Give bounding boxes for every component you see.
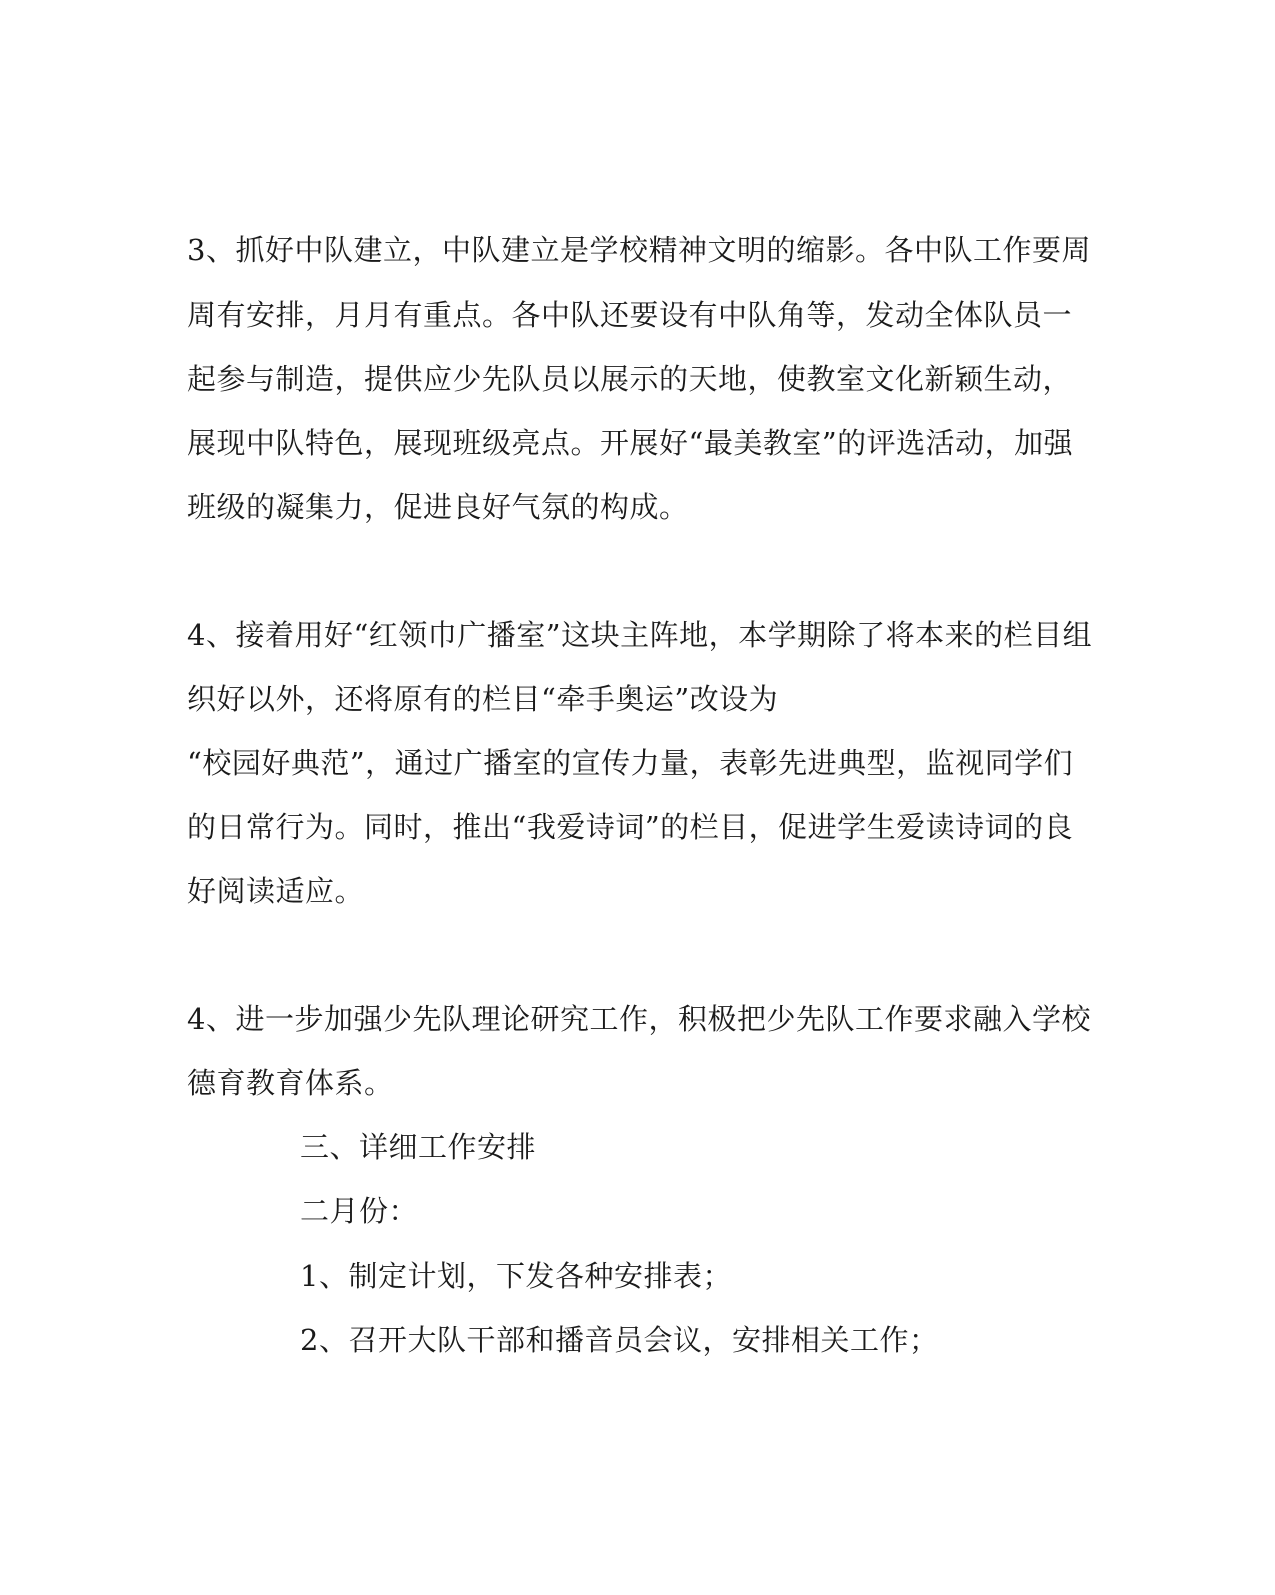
paragraph-4a-line-4: 的日常行为。同时，推出“我爱诗词”的栏目，促进学生爱读诗词的良 — [187, 810, 1074, 844]
paragraph-4a-line-5: 好阅读适应。 — [187, 874, 365, 908]
paragraph-3-line-4: 展现中队特色，展现班级亮点。开展好“最美教室”的评选活动，加强 — [187, 426, 1074, 460]
month-heading: 二月份： — [300, 1194, 419, 1228]
paragraph-4a-line-3: “校园好典范”，通过广播室的宣传力量，表彰先进典型，监视同学们 — [187, 746, 1074, 780]
paragraph-3-line-2: 周有安排，月月有重点。各中队还要设有中队角等，发动全体队员一 — [187, 298, 1073, 332]
list-item-1: 1、制定计划，下发各种安排表； — [300, 1259, 732, 1293]
paragraph-4b-line-1: 4、进一步加强少先队理论研究工作，积极把少先队工作要求融入学校 — [187, 1002, 1091, 1036]
paragraph-4a-line-1: 4、接着用好“红领巾广播室”这块主阵地，本学期除了将本来的栏目组 — [187, 618, 1093, 652]
paragraph-3-line-1: 3、抓好中队建立，中队建立是学校精神文明的缩影。各中队工作要周 — [187, 233, 1091, 267]
list-item-2: 2、召开大队干部和播音员会议，安排相关工作； — [300, 1323, 939, 1357]
paragraph-3-line-3: 起参与制造，提供应少先队员以展示的天地，使教室文化新颖生动， — [187, 362, 1073, 396]
paragraph-4a-line-2: 织好以外，还将原有的栏目“牵手奥运”改设为 — [187, 682, 779, 716]
paragraph-3-line-5: 班级的凝集力，促进良好气氛的构成。 — [187, 490, 689, 524]
section-heading: 三、详细工作安排 — [300, 1130, 537, 1164]
paragraph-4b-line-2: 德育教育体系。 — [187, 1066, 394, 1100]
